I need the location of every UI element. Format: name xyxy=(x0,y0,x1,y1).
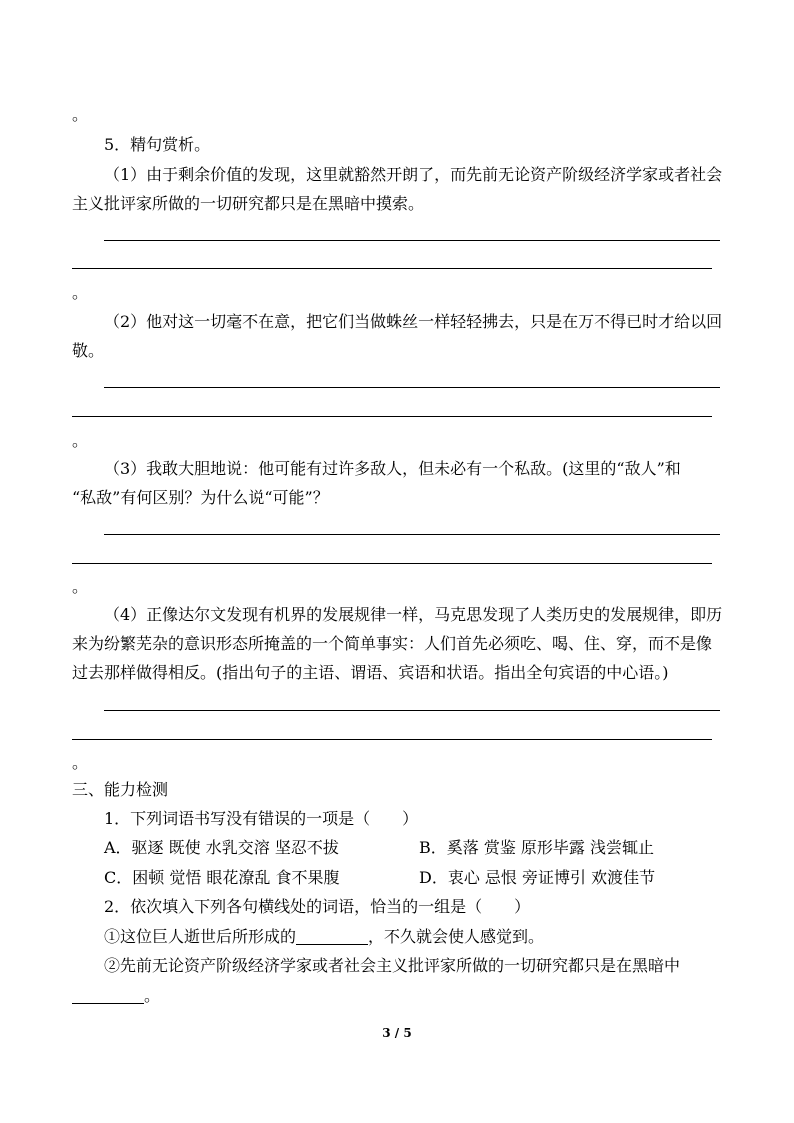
q5-item2-line2: 敬。 xyxy=(72,341,105,360)
q5-item2-line1: （2）他对这一切毫不在意，把它们当做蛛丝一样轻轻拂去，只是在万不得已时才给以回 xyxy=(104,312,723,331)
q5-item4-line2: 来为纷繁芜杂的意识形态所掩盖的一个简单事实：人们首先必须吃、喝、住、穿，而不是像 xyxy=(72,634,713,653)
fill-blank[interactable] xyxy=(296,928,368,945)
q5-item1-line2: 主义批评家所做的一切研究都只是在黑暗中摸索。 xyxy=(72,194,425,213)
answer-line xyxy=(72,563,712,564)
fill-blank[interactable] xyxy=(72,987,144,1004)
page-number: 3 / 5 xyxy=(382,1026,412,1040)
q5-title: 5．精句赏析。 xyxy=(104,135,211,154)
q2-sentence2-line1: ②先前无论资产阶级经济学家或者社会主义批评家所做的一切研究都只是在黑暗中 xyxy=(104,956,681,975)
q1-option-d: D．衷心 忌恨 旁证博引 欢渡佳节 xyxy=(419,868,656,887)
q2-s2-post: 。 xyxy=(144,986,161,1005)
q5-item3-end: 。 xyxy=(72,577,89,596)
q5-item3-line2: “私敌”有何区别？为什么说“可能”？ xyxy=(72,488,329,507)
q2-stem: 2．依次填入下列各句横线处的词语，恰当的一组是（ ） xyxy=(104,897,531,916)
answer-line xyxy=(104,240,720,241)
q5-item3-line1: （3）我敢大胆地说：他可能有过许多敌人，但未必有一个私敌。(这里的“敌人”和 xyxy=(104,459,681,478)
section3-heading: 三、能力检测 xyxy=(72,780,169,799)
answer-line xyxy=(72,739,712,740)
answer-line xyxy=(104,710,720,711)
q5-item4-end: 。 xyxy=(72,753,89,772)
answer-line xyxy=(72,416,712,417)
top-period: 。 xyxy=(72,105,89,124)
q2-s1-pre: ①这位巨人逝世后所形成的 xyxy=(104,927,297,946)
answer-line xyxy=(72,268,712,269)
q1-stem: 1．下列词语书写没有错误的一项是（ ） xyxy=(104,809,419,828)
answer-line xyxy=(104,534,720,535)
q2-s1-post: ，不久就会使人感觉到。 xyxy=(368,927,545,946)
answer-line xyxy=(104,387,720,388)
q5-item4-line3: 过去那样做得相反。(指出句子的主语、谓语、宾语和状语。指出全句宾语的中心语。) xyxy=(72,663,669,682)
q2-sentence1 xyxy=(104,927,544,947)
q1-option-b: B．奚落 赏鉴 原形毕露 浅尝辄止 xyxy=(419,838,655,857)
q1-option-a: A．驱逐 既使 水乳交溶 坚忍不拔 xyxy=(104,838,339,857)
q5-item2-end: 。 xyxy=(72,431,89,450)
q1-option-c: C．困顿 觉悟 眼花潦乱 食不果腹 xyxy=(104,868,340,887)
q5-item4-line1: （4）正像达尔文发现有机界的发展规律一样，马克思发现了人类历史的发展规律，即历 xyxy=(104,605,723,624)
q2-sentence2-line2 xyxy=(72,986,160,1006)
q5-item1-line1: （1）由于剩余价值的发现，这里就豁然开朗了，而先前无论资产阶级经济学家或者社会 xyxy=(104,165,723,184)
q5-item1-end: 。 xyxy=(72,283,89,302)
